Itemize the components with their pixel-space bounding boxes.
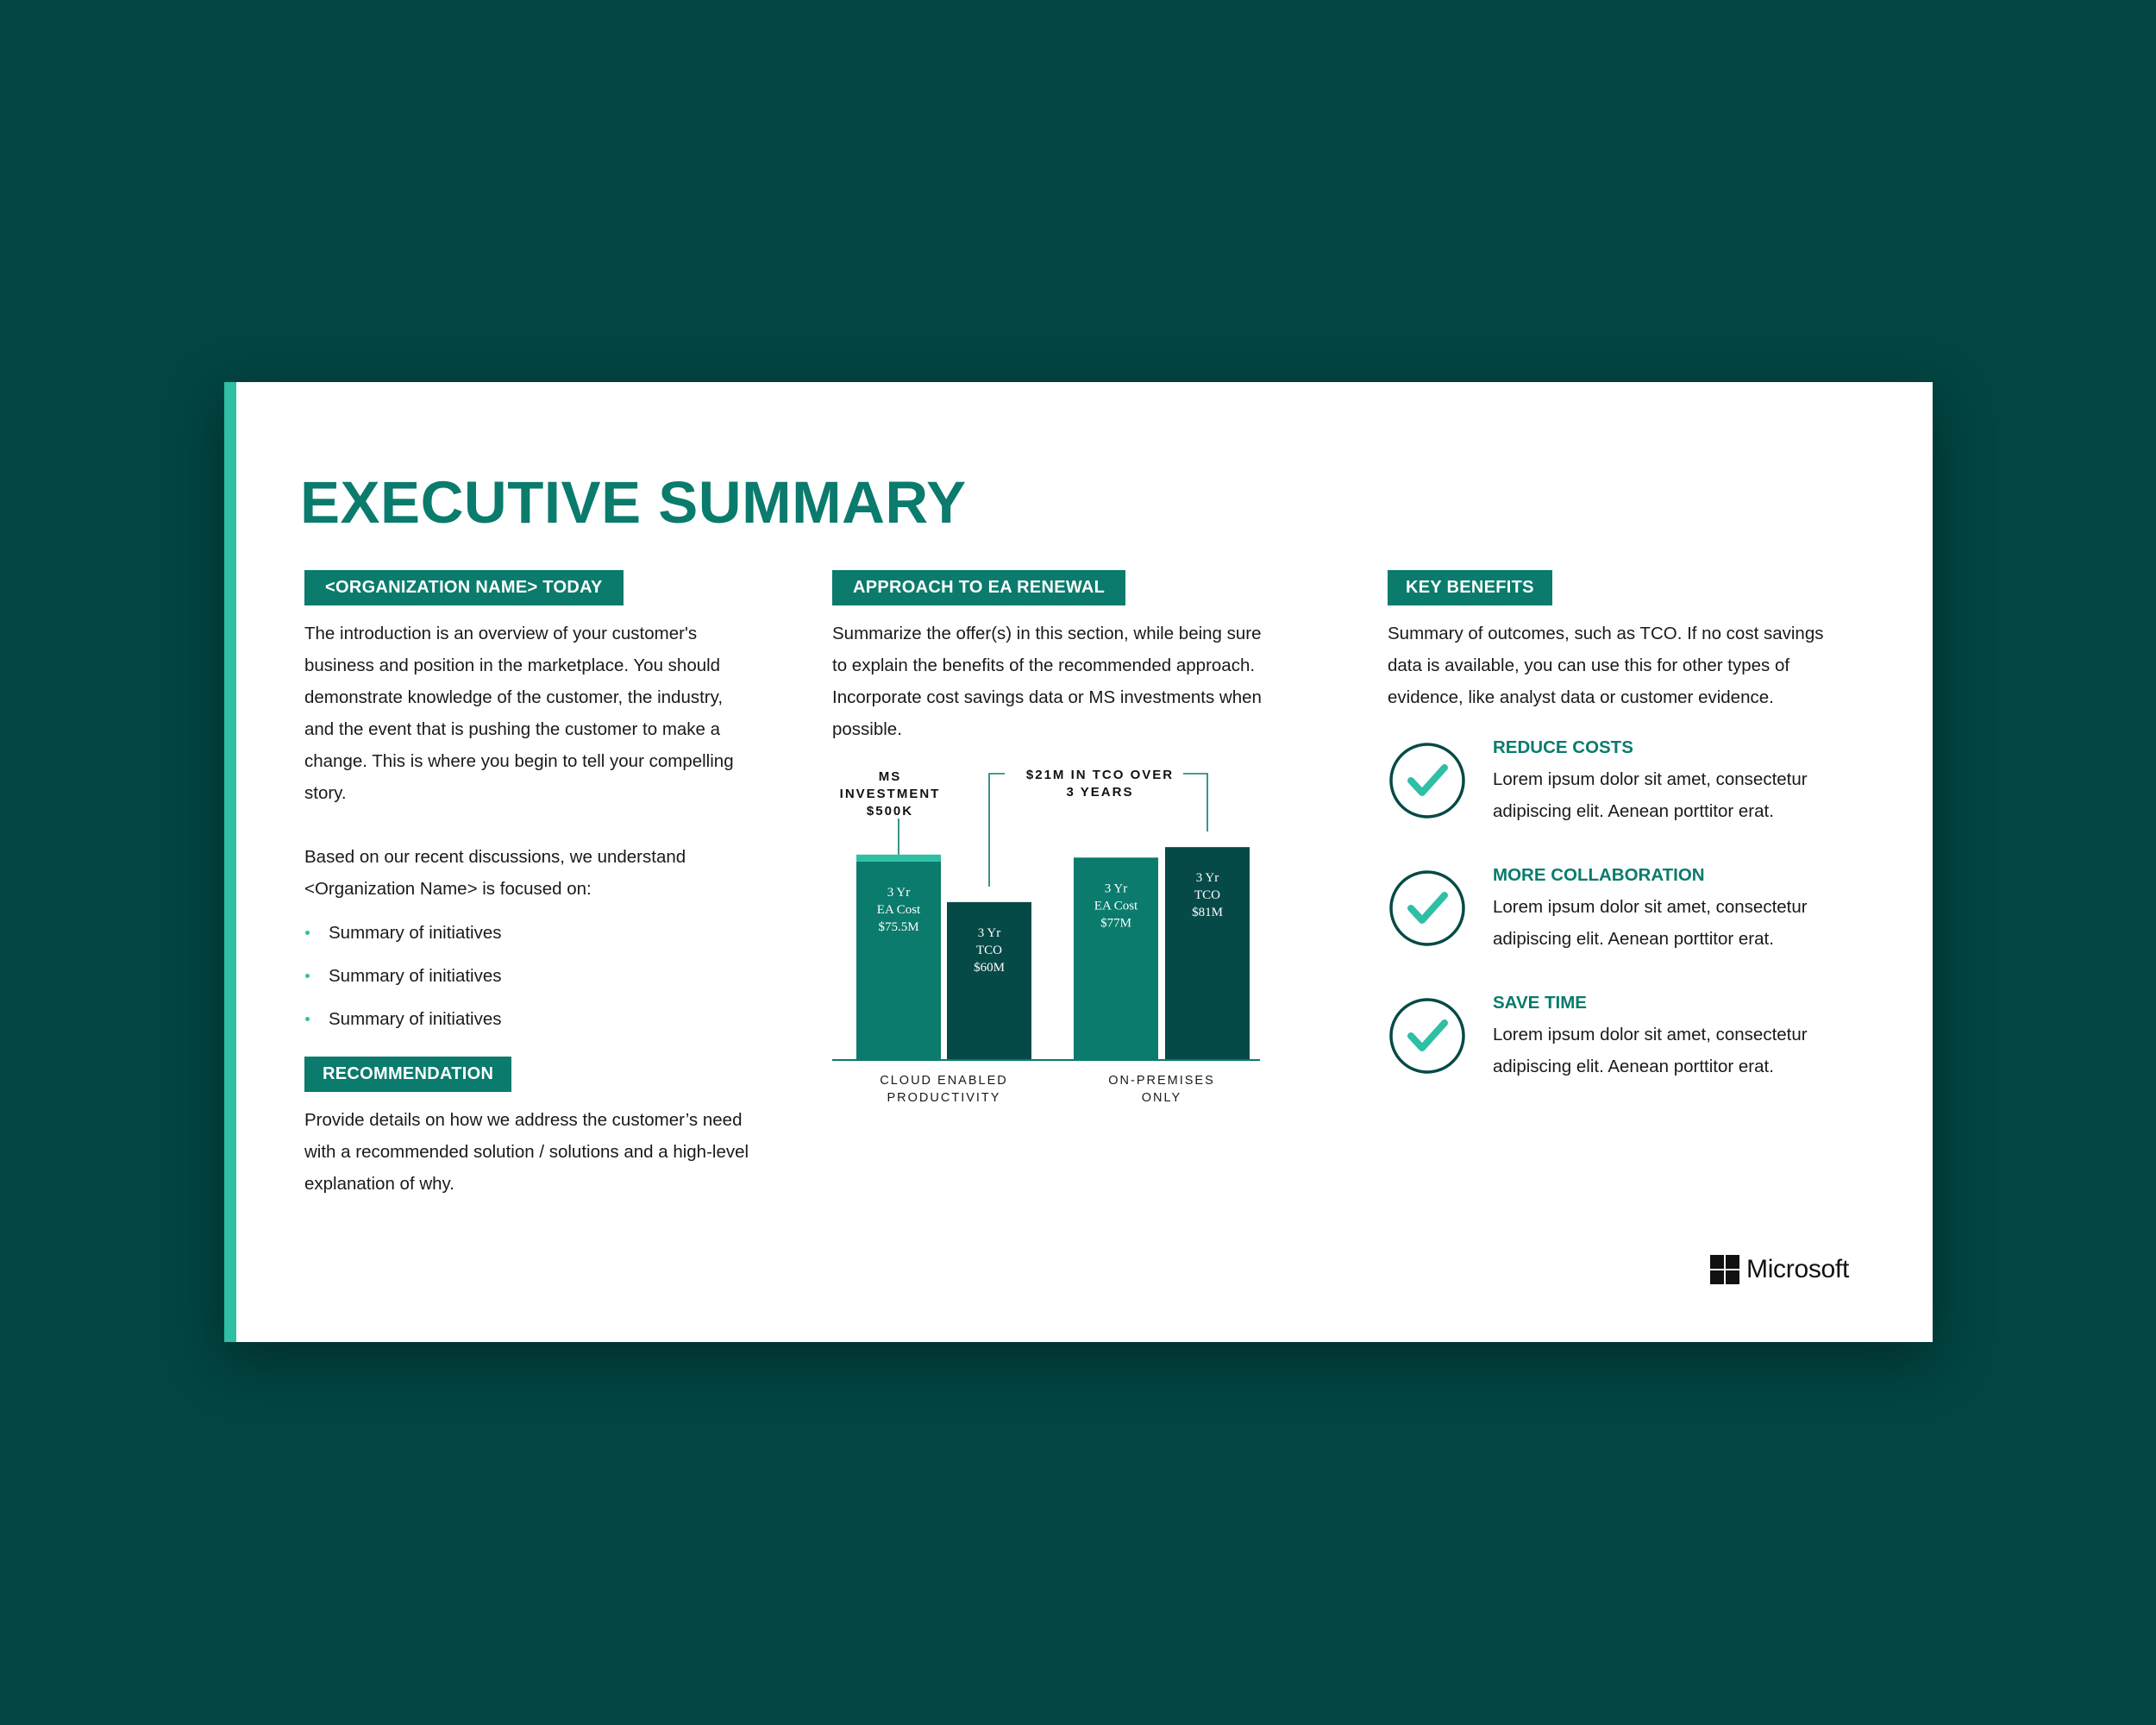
middle-column — [832, 570, 1281, 1105]
list-item — [304, 998, 753, 1041]
recommendation-text: Provide details on how we address the customer’s need with a recommended solution / solutions and a high-level explanation of why. — [304, 1110, 749, 1194]
slide — [224, 382, 1933, 1342]
chart-category-label: CLOUD ENABLED PRODUCTIVITY — [880, 1074, 1008, 1105]
chart-bar-cap — [856, 855, 941, 862]
chart-category-label: ON-PREMISES ONLY — [1108, 1074, 1215, 1105]
approach-text: Summarize the offer(s) in this section, while being sure to explain the benefits of the recommended approach. Incorporate cost savings data or MS investments when possible. — [832, 624, 1262, 739]
benefit-item — [1388, 865, 1853, 993]
check-circle-icon — [1388, 741, 1467, 820]
microsoft-logo-icon — [1710, 1255, 1739, 1284]
key-benefits-heading: KEY BENEFITS — [1388, 570, 1552, 605]
list-item — [304, 955, 753, 998]
chart-bracket-left — [989, 774, 1005, 887]
page-title: EXECUTIVE SUMMARY — [300, 469, 967, 536]
focus-intro-text: Based on our recent discussions, we understand <Organization Name> is focused on: — [304, 847, 686, 899]
chart-bar-label: 3 Yr TCO $81M — [1192, 871, 1223, 920]
bullet-dot-icon — [305, 931, 310, 935]
recommendation-heading: RECOMMENDATION — [304, 1057, 511, 1092]
benefit-title: MORE COLLABORATION — [1493, 865, 1705, 885]
logo-text: Microsoft — [1746, 1255, 1849, 1283]
initiative-text: Summary of initiatives — [329, 923, 502, 943]
benefit-item — [1388, 993, 1853, 1120]
left-column — [304, 570, 753, 1200]
approach-heading: APPROACH TO EA RENEWAL — [832, 570, 1125, 605]
chart-bar-label: 3 Yr EA Cost $77M — [1094, 881, 1138, 931]
accent-bar — [224, 382, 236, 1342]
chart-bar-label: 3 Yr EA Cost $75.5M — [876, 885, 921, 934]
benefit-text: Lorem ipsum dolor sit amet, consectetur adipiscing elit. Aenean porttitor erat. — [1493, 769, 1808, 821]
recommendation-block — [304, 1057, 753, 1200]
right-column — [1388, 570, 1853, 1120]
chart-annotation-label: MS INVESTMENT $500K — [839, 769, 941, 819]
benefit-item — [1388, 737, 1853, 865]
cost-chart-svg — [832, 758, 1281, 1120]
bullet-dot-icon — [305, 974, 310, 978]
cost-chart — [832, 758, 1281, 1120]
bullet-dot-icon — [305, 1017, 310, 1021]
initiative-text: Summary of initiatives — [329, 1009, 502, 1029]
benefits-list — [1388, 737, 1853, 1120]
benefit-title: REDUCE COSTS — [1493, 737, 1633, 757]
microsoft-logo — [1710, 1255, 1849, 1284]
benefit-text: Lorem ipsum dolor sit amet, consectetur adipiscing elit. Aenean porttitor erat. — [1493, 897, 1808, 949]
list-item — [304, 912, 753, 955]
chart-annotation-label: $21M IN TCO OVER 3 YEARS — [1025, 768, 1175, 800]
chart-bar-label: 3 Yr TCO $60M — [974, 925, 1005, 975]
org-today-heading: <ORGANIZATION NAME> TODAY — [304, 570, 624, 605]
initiative-text: Summary of initiatives — [329, 966, 502, 986]
benefit-title: SAVE TIME — [1493, 993, 1587, 1013]
benefit-text: Lorem ipsum dolor sit amet, consectetur adipiscing elit. Aenean porttitor erat. — [1493, 1025, 1808, 1076]
intro-text: The introduction is an overview of your customer's business and position in the marketplace. You should demonstrate knowledge of the customer, the industry, and the event that is pushing the customer to make a change. This is where you begin to tell your compelling story. — [304, 624, 734, 803]
check-circle-icon — [1388, 869, 1467, 948]
key-benefits-text: Summary of outcomes, such as TCO. If no cost savings data is available, you can use this for other types of evidence, like analyst data or customer evidence. — [1388, 624, 1824, 707]
check-circle-icon — [1388, 996, 1467, 1076]
chart-bracket-right — [1183, 774, 1207, 831]
initiatives-list — [304, 912, 753, 1041]
